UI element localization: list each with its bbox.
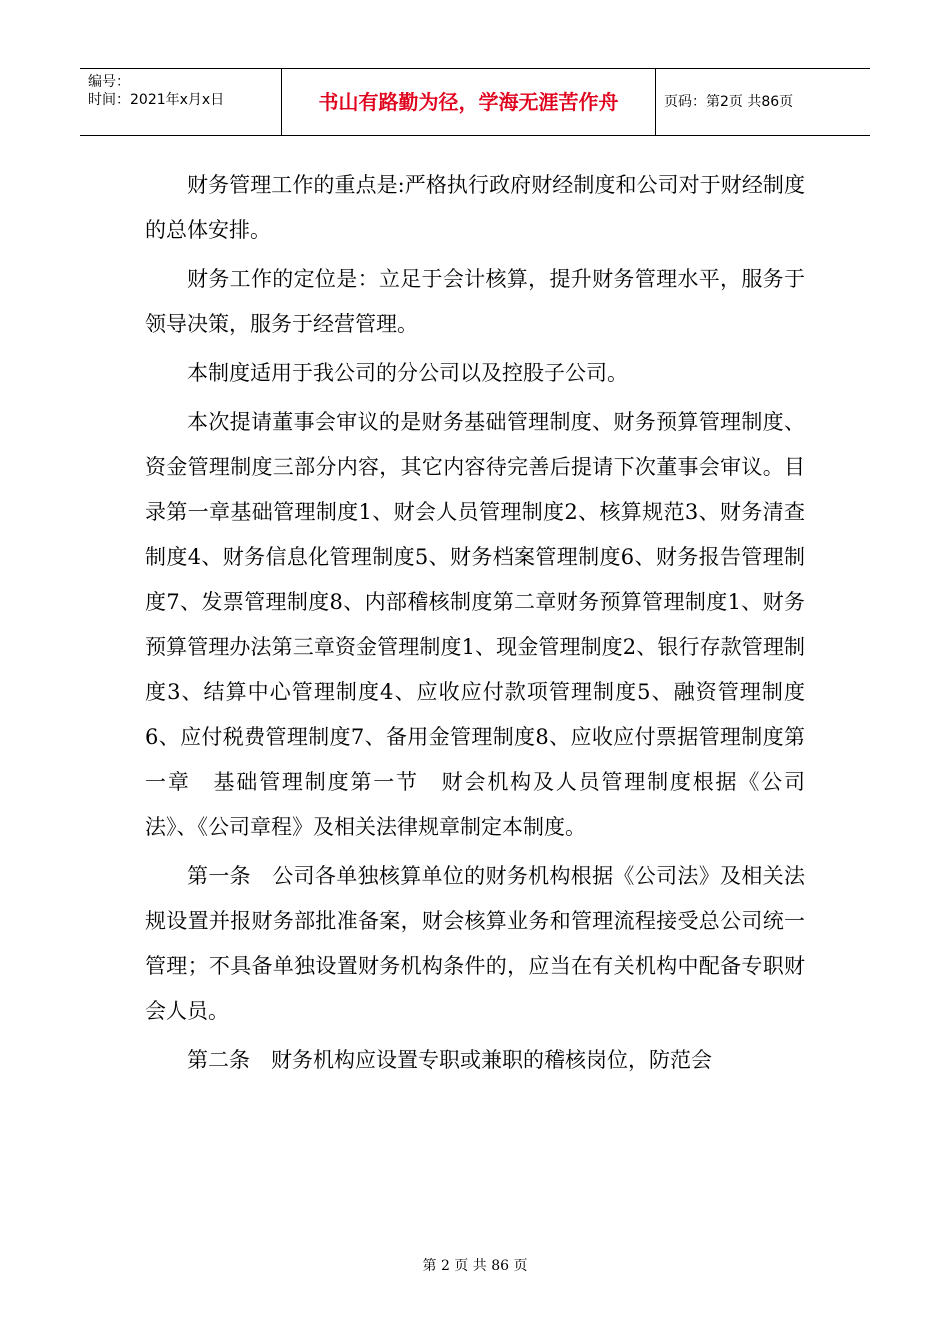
header-meta — [80, 69, 282, 135]
paragraph-5: 第一条 公司各单独核算单位的财务机构根据《公司法》及相关法规设置并报财务部批准备案，财会核算业务和管理流程接受总公司统一管理；不具备单独设置财务机构条件的，应当在有关机构中配备专职财会人员。 — [145, 864, 805, 1023]
page-header — [80, 68, 870, 136]
header-page-number: 页码：第2页 共86页 — [664, 94, 794, 110]
paragraph-4: 本次提请董事会审议的是财务基础管理制度、财务预算管理制度、资金管理制度三部分内容，其它内容待完善后提请下次董事会审议。目 录第一章基础管理制度1、财会人员管理制度2、核算规范3、财务清查制度4、财务信息化管理制度5、财务档案管理制度6、财务报告管理制度7、发票管理制度8、内部稽核制度第二章财务预算管理制度1、财务预算管理办法第三章资金管理制度1、现金管理制度2、银行存款管理制度3、结算中心管理制度4、应收应付款项管理制度5、融资管理制度6、应付税费管理制度7、备用金管理制度8、应收应付票据管理制度第一章 基础管理制度第一节 财会机构及人员管理制度根据《公司法》、《公司章程》及相关法律规章制定本制度。 — [145, 410, 826, 839]
paragraph-3: 本制度适用于我公司的分公司以及控股子公司。 — [187, 361, 628, 385]
paragraph-6: 第二条 财务机构应设置专职或兼职的稽核岗位，防范会 — [187, 1048, 712, 1072]
document-time-label: 时间：2021年x月x日 — [88, 92, 225, 108]
paragraph-1: 财务管理工作的重点是:严格执行政府财经制度和公司对于财经制度的总体安排。 — [145, 173, 805, 242]
document-body — [145, 163, 826, 1087]
page-footer: 第 2 页 共 86 页 — [422, 1258, 528, 1274]
paragraph-2: 财务工作的定位是：立足于会计核算，提升财务管理水平，服务于领导决策，服务于经营管理。 — [145, 267, 805, 336]
header-motto: 书山有路勤为径，学海无涯苦作舟 — [282, 69, 656, 135]
document-number-label: 编号： — [88, 74, 130, 90]
